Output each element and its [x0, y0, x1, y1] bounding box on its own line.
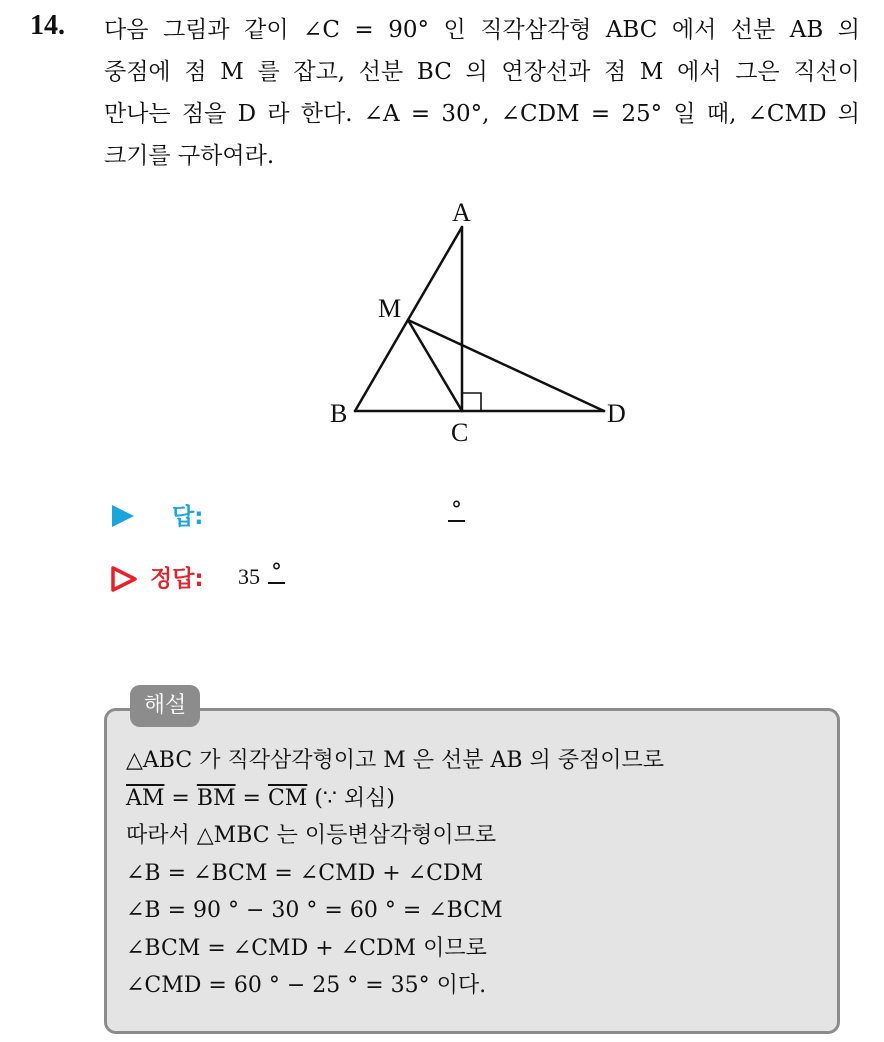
solution-line: ∠B = 90 ° − 30 ° = 60 ° = ∠BCM — [126, 898, 503, 923]
solution-text — [126, 742, 664, 1005]
correct-answer-label: 정답: — [150, 566, 204, 592]
solution-line: 따라서 △MBC 는 이등변삼각형이므로 — [126, 823, 497, 848]
question-line: 중점에 점 M 를 잡고, 선분 BC 의 연장선과 점 M 에서 그은 직선이 — [104, 59, 860, 85]
label-d: D — [607, 399, 626, 428]
question-line: 다음 그림과 같이 ∠C = 90° 인 직각삼각형 ABC 에서 선분 AB 의 — [104, 17, 860, 43]
question-number: 14. — [30, 10, 65, 41]
solution-line: ∠B = ∠BCM = ∠CMD + ∠CDM — [126, 860, 484, 886]
right-angle-mark — [462, 393, 481, 411]
label-c: C — [451, 418, 469, 447]
label-m: M — [378, 294, 402, 323]
question-line: 크기를 구하여라. — [104, 143, 275, 169]
segment-am-overline: $\overline{AM}$ — [126, 785, 165, 811]
solution-line: $\overline{AM} = \overline{BM} = \overline{CM}$ (∵ 외심) — [126, 785, 395, 811]
answer-blank-unit[interactable]: ° — [448, 502, 465, 522]
segment-bm-overline: $\overline{BM}$ — [196, 785, 236, 811]
question-line: 만나는 점을 D 라 한다. ∠A = 30°, ∠CDM = 25° 일 때, ∠CMD 의 — [104, 101, 860, 127]
filled-triangle-icon — [110, 503, 136, 529]
label-b: B — [330, 399, 348, 428]
correct-answer-value: 35 — [238, 564, 260, 589]
triangle-figure — [320, 195, 650, 455]
solution-line: ∠CMD = 60 ° − 25 ° = 35° 이다. — [126, 973, 487, 998]
question-text — [104, 9, 860, 177]
label-a: A — [452, 198, 471, 227]
segment-cm-overline: $\overline{CM}$ — [267, 785, 308, 811]
correct-answer-unit: ° — [268, 564, 285, 584]
segment-md — [408, 320, 604, 411]
solution-line: △ABC 가 직각삼각형이고 M 은 선분 AB 의 중점이므로 — [126, 748, 665, 773]
solution-line: ∠BCM = ∠CMD + ∠CDM 이므로 — [126, 935, 487, 961]
solution-tab: 해설 — [130, 685, 200, 727]
answer-label: 답: — [172, 504, 204, 530]
outline-triangle-icon — [110, 565, 138, 593]
